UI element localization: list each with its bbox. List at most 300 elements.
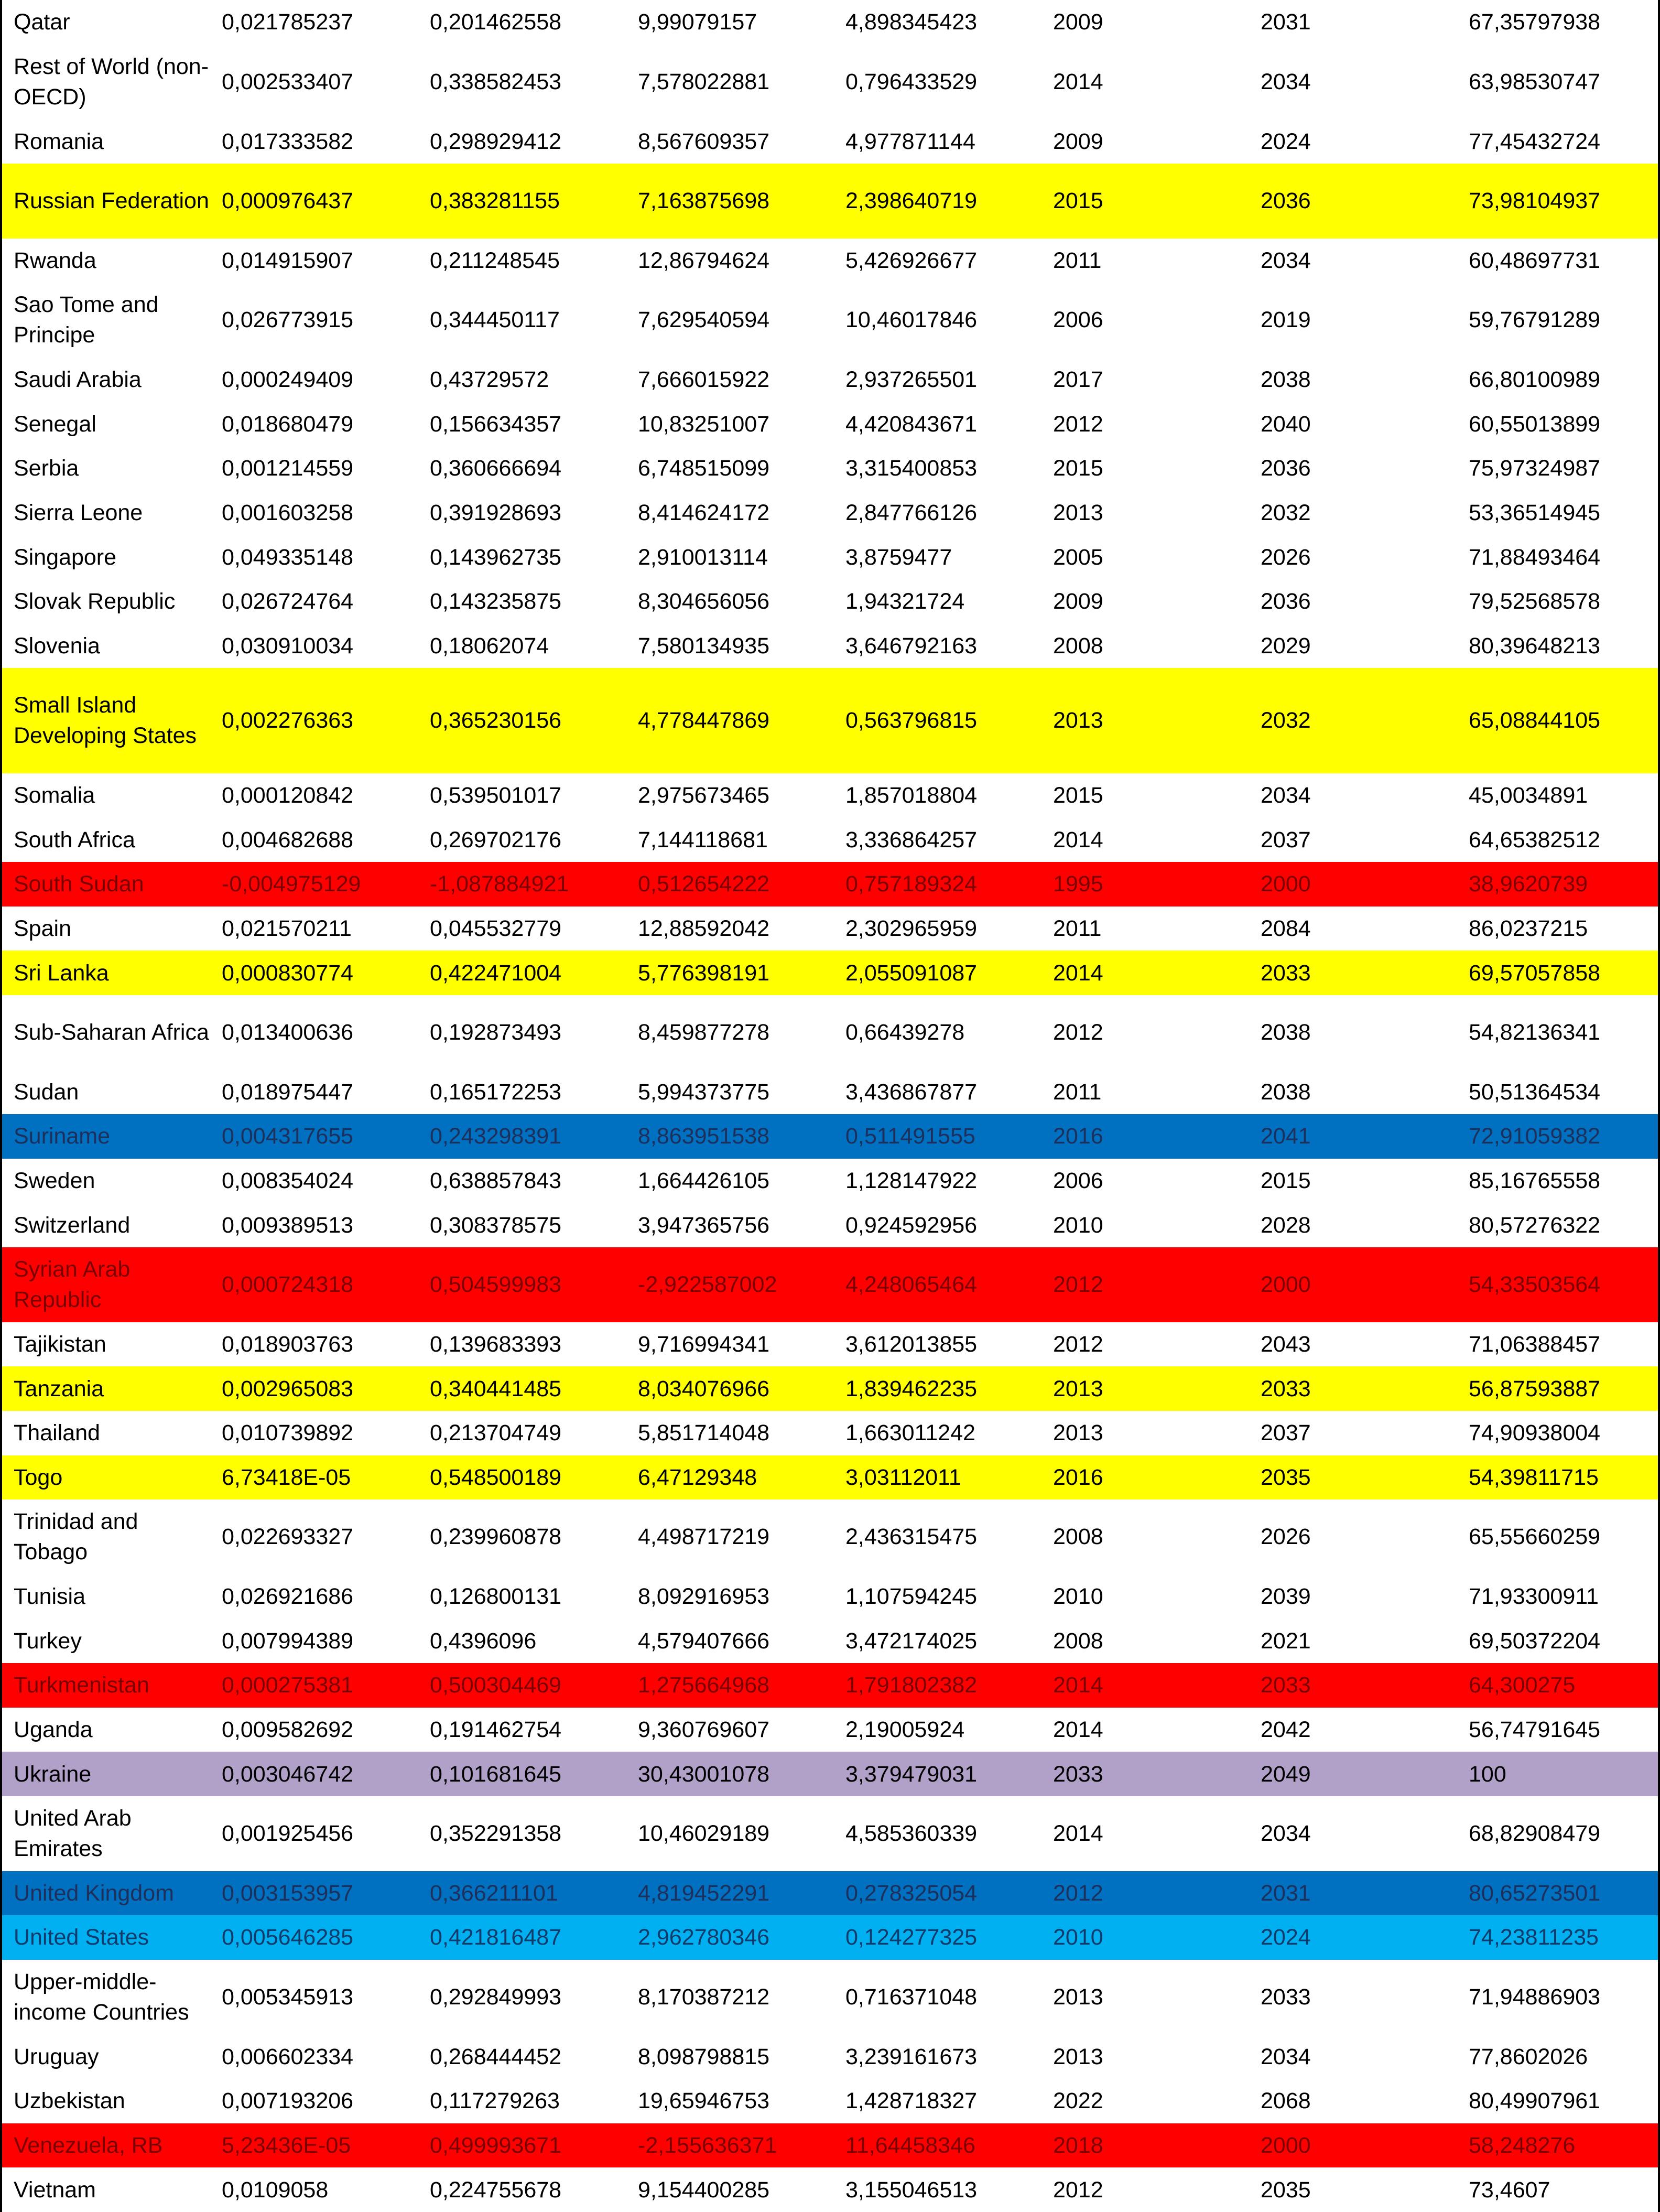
country-name-cell: Rest of World (non-OECD) bbox=[14, 53, 209, 110]
country-name-cell: Somalia bbox=[14, 783, 95, 808]
value-cell: 8,170387212 bbox=[638, 1984, 770, 2010]
value-cell: 2041 bbox=[1261, 1124, 1311, 1149]
table-row bbox=[2, 1663, 1658, 1708]
value-cell: 73,4607 bbox=[1469, 2177, 1550, 2203]
value-cell: 2011 bbox=[1053, 247, 1102, 273]
table-row bbox=[2, 535, 1658, 579]
value-cell: 2000 bbox=[1261, 2132, 1311, 2158]
value-cell: 2033 bbox=[1261, 1673, 1311, 1698]
value-cell: 2011 bbox=[1053, 915, 1102, 941]
table-row bbox=[2, 1070, 1658, 1115]
value-cell: 2033 bbox=[1261, 1984, 1311, 2010]
country-name-cell: Upper-middle-income Countries bbox=[14, 1969, 189, 2025]
value-cell: 3,472174025 bbox=[845, 1628, 978, 1654]
value-cell: 2013 bbox=[1053, 1376, 1103, 1401]
value-cell: 2032 bbox=[1261, 500, 1311, 525]
value-cell: 38,9620739 bbox=[1469, 871, 1588, 897]
country-name-cell: Rwanda bbox=[14, 247, 96, 273]
value-cell: 0,308378575 bbox=[430, 1212, 562, 1238]
table-row bbox=[2, 951, 1658, 995]
value-cell: 2034 bbox=[1261, 247, 1311, 273]
table-row bbox=[2, 1322, 1658, 1367]
value-cell: 0,352291358 bbox=[430, 1821, 562, 1847]
value-cell: 1,428718327 bbox=[845, 2088, 978, 2114]
country-name-cell: Uganda bbox=[14, 1717, 93, 1742]
value-cell: 2018 bbox=[1053, 2132, 1103, 2158]
value-cell: 7,163875698 bbox=[638, 188, 770, 214]
table-row bbox=[2, 1455, 1658, 1500]
value-cell: 2014 bbox=[1053, 1673, 1103, 1698]
value-cell: 0,045532779 bbox=[430, 915, 562, 941]
value-cell: 2034 bbox=[1261, 2044, 1311, 2069]
value-cell: -2,155636371 bbox=[638, 2132, 777, 2158]
value-cell: 56,87593887 bbox=[1469, 1376, 1601, 1401]
value-cell: 2031 bbox=[1261, 1880, 1311, 1906]
value-cell: 0,366211101 bbox=[430, 1880, 558, 1906]
value-cell: 0,243298391 bbox=[430, 1124, 562, 1149]
value-cell: 0,026921686 bbox=[222, 1584, 354, 1610]
value-cell: 12,88592042 bbox=[638, 915, 770, 941]
value-cell: 0,383281155 bbox=[430, 188, 560, 214]
value-cell: 0,548500189 bbox=[430, 1464, 562, 1490]
value-cell: 2012 bbox=[1053, 1880, 1103, 1906]
value-cell: 0,511491555 bbox=[845, 1124, 975, 1149]
value-cell: 2036 bbox=[1261, 188, 1311, 214]
value-cell: 0,757189324 bbox=[845, 871, 978, 897]
value-cell: 0,338582453 bbox=[430, 69, 562, 94]
country-name-cell: Sudan bbox=[14, 1079, 79, 1105]
value-cell: 0,143235875 bbox=[430, 589, 562, 614]
value-cell: 2,937265501 bbox=[845, 367, 978, 393]
value-cell: 0,421816487 bbox=[430, 1925, 562, 1950]
value-cell: 69,50372204 bbox=[1469, 1628, 1601, 1654]
value-cell: 2,962780346 bbox=[638, 1925, 770, 1950]
value-cell: 5,426926677 bbox=[845, 247, 978, 273]
value-cell: 2010 bbox=[1053, 1584, 1103, 1610]
value-cell: 0,213704749 bbox=[430, 1420, 562, 1446]
value-cell: 54,39811715 bbox=[1469, 1464, 1599, 1490]
value-cell: 7,144118681 bbox=[638, 827, 768, 853]
value-cell: 2043 bbox=[1261, 1331, 1311, 1357]
value-cell: 7,629540594 bbox=[638, 307, 770, 333]
table-row bbox=[2, 1915, 1658, 1960]
value-cell: -2,922587002 bbox=[638, 1272, 777, 1298]
value-cell: 0,512654222 bbox=[638, 871, 770, 897]
value-cell: 2019 bbox=[1261, 307, 1311, 333]
value-cell: 80,39648213 bbox=[1469, 633, 1601, 659]
value-cell: 2015 bbox=[1053, 783, 1103, 808]
value-cell: 10,46029189 bbox=[638, 1821, 770, 1847]
value-cell: 0,165172253 bbox=[430, 1079, 562, 1105]
value-cell: 0,000249409 bbox=[222, 367, 354, 393]
value-cell: 65,55660259 bbox=[1469, 1524, 1601, 1550]
value-cell: 0,340441485 bbox=[430, 1376, 562, 1401]
table-row bbox=[2, 773, 1658, 818]
value-cell: 0,003046742 bbox=[222, 1761, 354, 1787]
value-cell: 2000 bbox=[1261, 871, 1311, 897]
value-cell: 1,664426105 bbox=[638, 1168, 770, 1194]
table-row bbox=[2, 1752, 1658, 1796]
value-cell: 2010 bbox=[1053, 1925, 1103, 1950]
country-name-cell: Saudi Arabia bbox=[14, 367, 142, 393]
value-cell: 2031 bbox=[1261, 9, 1311, 35]
value-cell: 2009 bbox=[1053, 589, 1103, 614]
country-name-cell: United Kingdom bbox=[14, 1880, 174, 1906]
country-name-cell: Qatar bbox=[14, 9, 70, 35]
value-cell: 10,83251007 bbox=[638, 411, 770, 437]
value-cell: 2029 bbox=[1261, 633, 1311, 659]
value-cell: 0,500304469 bbox=[430, 1673, 562, 1698]
value-cell: 64,300275 bbox=[1469, 1673, 1576, 1698]
value-cell: 3,03112011 bbox=[845, 1464, 961, 1490]
value-cell: 0,18062074 bbox=[430, 633, 549, 659]
table-body bbox=[2, 0, 1658, 2212]
country-name-cell: Sao Tome and Principe bbox=[14, 292, 159, 348]
value-cell: 6,748515099 bbox=[638, 456, 770, 481]
country-name-cell: Vietnam bbox=[14, 2177, 96, 2203]
value-cell: -1,087884921 bbox=[430, 871, 569, 897]
value-cell: 0,049335148 bbox=[222, 544, 354, 570]
value-cell: 0,0109058 bbox=[222, 2177, 329, 2203]
value-cell: 2034 bbox=[1261, 783, 1311, 808]
value-cell: 2016 bbox=[1053, 1464, 1103, 1490]
value-cell: 4,498717219 bbox=[638, 1524, 770, 1550]
value-cell: 0,298929412 bbox=[430, 128, 562, 154]
value-cell: 2040 bbox=[1261, 411, 1311, 437]
value-cell: 0,422471004 bbox=[430, 960, 562, 986]
value-cell: 2034 bbox=[1261, 1821, 1311, 1847]
table-row bbox=[2, 283, 1658, 358]
country-name-cell: Syrian Arab Republic bbox=[14, 1257, 131, 1313]
value-cell: 8,459877278 bbox=[638, 1020, 770, 1045]
table-row bbox=[2, 1366, 1658, 1411]
value-cell: 0,010739892 bbox=[222, 1420, 354, 1446]
table-row bbox=[2, 1159, 1658, 1203]
value-cell: 0,391928693 bbox=[430, 500, 562, 525]
value-cell: 2008 bbox=[1053, 1628, 1103, 1654]
value-cell: 2026 bbox=[1261, 1524, 1311, 1550]
table-row bbox=[2, 1960, 1658, 2035]
value-cell: 2084 bbox=[1261, 915, 1311, 941]
value-cell: 2035 bbox=[1261, 2177, 1311, 2203]
value-cell: 0,000275381 bbox=[222, 1673, 354, 1698]
value-cell: 7,580134935 bbox=[638, 633, 770, 659]
value-cell: 7,578022881 bbox=[638, 69, 770, 94]
value-cell: 2034 bbox=[1261, 69, 1311, 94]
value-cell: 2,975673465 bbox=[638, 783, 770, 808]
table-row bbox=[2, 45, 1658, 120]
value-cell: 0,269702176 bbox=[430, 827, 562, 853]
value-cell: 8,414624172 bbox=[638, 500, 770, 525]
value-cell: 0,924592956 bbox=[845, 1212, 978, 1238]
value-cell: 60,48697731 bbox=[1469, 247, 1601, 273]
country-name-cell: Turkey bbox=[14, 1628, 82, 1654]
value-cell: 2068 bbox=[1261, 2088, 1311, 2114]
table-row bbox=[2, 2167, 1658, 2212]
country-name-cell: United Arab Emirates bbox=[14, 1806, 132, 1862]
value-cell: 0,007994389 bbox=[222, 1628, 354, 1654]
country-name-cell: Tajikistan bbox=[14, 1331, 106, 1357]
value-cell: 0,022693327 bbox=[222, 1524, 354, 1550]
table-row bbox=[2, 119, 1658, 164]
value-cell: 54,33503564 bbox=[1469, 1272, 1601, 1298]
value-cell: 2008 bbox=[1053, 633, 1103, 659]
value-cell: 4,898345423 bbox=[845, 9, 978, 35]
value-cell: 86,0237215 bbox=[1469, 915, 1588, 941]
value-cell: 0,001214559 bbox=[222, 456, 354, 481]
value-cell: 2014 bbox=[1053, 1717, 1103, 1742]
table-row bbox=[2, 817, 1658, 862]
value-cell: 6,47129348 bbox=[638, 1464, 757, 1490]
value-cell: 2013 bbox=[1053, 500, 1103, 525]
value-cell: 56,74791645 bbox=[1469, 1717, 1601, 1742]
country-name-cell: Turkmenistan bbox=[14, 1673, 149, 1698]
value-cell: 1,663011242 bbox=[845, 1420, 975, 1446]
country-name-cell: Small Island Developing States bbox=[14, 693, 197, 749]
value-cell: 3,239161673 bbox=[845, 2044, 978, 2069]
value-cell: 0,224755678 bbox=[430, 2177, 562, 2203]
value-cell: 0,268444452 bbox=[430, 2044, 562, 2069]
value-cell: 4,579407666 bbox=[638, 1628, 770, 1654]
value-cell: 71,93300911 bbox=[1469, 1584, 1599, 1610]
value-cell: 4,248065464 bbox=[845, 1272, 978, 1298]
value-cell: 0,278325054 bbox=[845, 1880, 978, 1906]
value-cell: 2037 bbox=[1261, 827, 1311, 853]
value-cell: 2013 bbox=[1053, 2044, 1103, 2069]
table-row bbox=[2, 164, 1658, 239]
value-cell: 0,292849993 bbox=[430, 1984, 562, 2010]
value-cell: 0,117279263 bbox=[430, 2088, 560, 2114]
value-cell: 59,76791289 bbox=[1469, 307, 1601, 333]
value-cell: 2038 bbox=[1261, 1020, 1311, 1045]
value-cell: 0,000724318 bbox=[222, 1272, 354, 1298]
value-cell: 0,66439278 bbox=[845, 1020, 965, 1045]
value-cell: 2035 bbox=[1261, 1464, 1311, 1490]
country-name-cell: Sri Lanka bbox=[14, 960, 109, 986]
value-cell: 7,666015922 bbox=[638, 367, 770, 393]
value-cell: 2032 bbox=[1261, 708, 1311, 733]
table-row bbox=[2, 2079, 1658, 2123]
value-cell: 2012 bbox=[1053, 1020, 1103, 1045]
table-row bbox=[2, 1574, 1658, 1619]
value-cell: 0,017333582 bbox=[222, 128, 354, 154]
value-cell: 0,006602334 bbox=[222, 2044, 354, 2069]
country-name-cell: Thailand bbox=[14, 1420, 100, 1446]
table-row bbox=[2, 995, 1658, 1070]
value-cell: 4,585360339 bbox=[845, 1821, 978, 1847]
value-cell: 65,08844105 bbox=[1469, 708, 1601, 733]
value-cell: 5,23436E-05 bbox=[222, 2132, 351, 2158]
country-name-cell: Slovak Republic bbox=[14, 589, 176, 614]
value-cell: 80,49907961 bbox=[1469, 2088, 1601, 2114]
country-name-cell: South Africa bbox=[14, 827, 135, 853]
value-cell: 1,791802382 bbox=[845, 1673, 978, 1698]
value-cell: 0,004682688 bbox=[222, 827, 354, 853]
value-cell: 1,128147922 bbox=[845, 1168, 978, 1194]
value-cell: 2013 bbox=[1053, 1420, 1103, 1446]
value-cell: 0,000976437 bbox=[222, 188, 354, 214]
country-name-cell: Serbia bbox=[14, 456, 79, 481]
value-cell: 2014 bbox=[1053, 1821, 1103, 1847]
value-cell: 2013 bbox=[1053, 1984, 1103, 2010]
value-cell: 0,009389513 bbox=[222, 1212, 354, 1238]
value-cell: 77,45432724 bbox=[1469, 128, 1601, 154]
table-row bbox=[2, 1203, 1658, 1247]
value-cell: 6,73418E-05 bbox=[222, 1464, 351, 1490]
value-cell: 100 bbox=[1469, 1761, 1506, 1787]
value-cell: 0,026773915 bbox=[222, 307, 354, 333]
value-cell: 2021 bbox=[1261, 1628, 1311, 1654]
country-name-cell: Suriname bbox=[14, 1124, 111, 1149]
value-cell: 0,360666694 bbox=[430, 456, 562, 481]
value-cell: 2036 bbox=[1261, 589, 1311, 614]
value-cell: 2012 bbox=[1053, 411, 1103, 437]
value-cell: 4,819452291 bbox=[638, 1880, 770, 1906]
value-cell: 2038 bbox=[1261, 1079, 1311, 1105]
value-cell: 2006 bbox=[1053, 1168, 1103, 1194]
value-cell: 2015 bbox=[1053, 188, 1103, 214]
value-cell: 71,94886903 bbox=[1469, 1984, 1601, 2010]
value-cell: 8,567609357 bbox=[638, 128, 770, 154]
value-cell: 2008 bbox=[1053, 1524, 1103, 1550]
value-cell: 79,52568578 bbox=[1469, 589, 1601, 614]
value-cell: 73,98104937 bbox=[1469, 188, 1601, 214]
table-row bbox=[2, 1247, 1658, 1322]
value-cell: 1,275664968 bbox=[638, 1673, 770, 1698]
value-cell: 3,336864257 bbox=[845, 827, 978, 853]
value-cell: 8,098798815 bbox=[638, 2044, 770, 2069]
value-cell: 19,65946753 bbox=[638, 2088, 770, 2114]
value-cell: 2033 bbox=[1261, 960, 1311, 986]
value-cell: 3,436867877 bbox=[845, 1079, 978, 1105]
value-cell: 1995 bbox=[1053, 871, 1103, 897]
value-cell: 2010 bbox=[1053, 1212, 1103, 1238]
value-cell: 0,563796815 bbox=[845, 708, 978, 733]
value-cell: 3,379479031 bbox=[845, 1761, 978, 1787]
value-cell: 58,248276 bbox=[1469, 2132, 1576, 2158]
value-cell: 2006 bbox=[1053, 307, 1103, 333]
value-cell: 0,101681645 bbox=[430, 1761, 562, 1787]
value-cell: 0,000120842 bbox=[222, 783, 354, 808]
value-cell: 0,021570211 bbox=[222, 915, 352, 941]
value-cell: 64,65382512 bbox=[1469, 827, 1601, 853]
value-cell: 2026 bbox=[1261, 544, 1311, 570]
table-row bbox=[2, 862, 1658, 907]
value-cell: 5,994373775 bbox=[638, 1079, 770, 1105]
country-name-cell: Russian Federation bbox=[14, 188, 209, 214]
country-name-cell: Sierra Leone bbox=[14, 500, 143, 525]
value-cell: 66,80100989 bbox=[1469, 367, 1601, 393]
value-cell: 3,155046513 bbox=[845, 2177, 978, 2203]
table-row bbox=[2, 1499, 1658, 1574]
value-cell: 2049 bbox=[1261, 1761, 1311, 1787]
country-name-cell: Spain bbox=[14, 915, 71, 941]
value-cell: 2015 bbox=[1053, 456, 1103, 481]
value-cell: 2012 bbox=[1053, 2177, 1103, 2203]
value-cell: 8,092916953 bbox=[638, 1584, 770, 1610]
value-cell: 8,304656056 bbox=[638, 589, 770, 614]
value-cell: 74,90938004 bbox=[1469, 1420, 1601, 1446]
value-cell: 2028 bbox=[1261, 1212, 1311, 1238]
value-cell: 9,99079157 bbox=[638, 9, 757, 35]
value-cell: 9,154400285 bbox=[638, 2177, 770, 2203]
value-cell: 0,013400636 bbox=[222, 1020, 354, 1045]
value-cell: 2042 bbox=[1261, 1717, 1311, 1742]
value-cell: 0,003153957 bbox=[222, 1880, 354, 1906]
country-name-cell: Switzerland bbox=[14, 1212, 131, 1238]
value-cell: 74,23811235 bbox=[1469, 1925, 1599, 1950]
country-name-cell: Venezuela, RB bbox=[14, 2132, 163, 2158]
value-cell: 0,156634357 bbox=[430, 411, 562, 437]
value-cell: 53,36514945 bbox=[1469, 500, 1601, 525]
value-cell: 2,398640719 bbox=[845, 188, 978, 214]
value-cell: 3,947365756 bbox=[638, 1212, 770, 1238]
country-name-cell: United States bbox=[14, 1925, 149, 1950]
value-cell: 4,977871144 bbox=[845, 128, 975, 154]
value-cell: 2009 bbox=[1053, 128, 1103, 154]
value-cell: 2011 bbox=[1053, 1079, 1102, 1105]
value-cell: 0,365230156 bbox=[430, 708, 562, 733]
value-cell: 0,126800131 bbox=[430, 1584, 562, 1610]
value-cell: 72,91059382 bbox=[1469, 1124, 1601, 1149]
value-cell: 2013 bbox=[1053, 708, 1103, 733]
table-row bbox=[2, 239, 1658, 283]
value-cell: 85,16765558 bbox=[1469, 1168, 1601, 1194]
value-cell: 4,420843671 bbox=[845, 411, 978, 437]
value-cell: 2014 bbox=[1053, 69, 1103, 94]
value-cell: 0,001925456 bbox=[222, 1821, 354, 1847]
country-name-cell: Ukraine bbox=[14, 1761, 92, 1787]
value-cell: 0,796433529 bbox=[845, 69, 978, 94]
value-cell: 2012 bbox=[1053, 1331, 1103, 1357]
value-cell: 0,002965083 bbox=[222, 1376, 354, 1401]
value-cell: 2017 bbox=[1053, 367, 1103, 393]
value-cell: 2014 bbox=[1053, 960, 1103, 986]
value-cell: 0,139683393 bbox=[430, 1331, 562, 1357]
value-cell: 2012 bbox=[1053, 1272, 1103, 1298]
table-row bbox=[2, 1871, 1658, 1916]
value-cell: 0,499993671 bbox=[430, 2132, 562, 2158]
value-cell: 2,436315475 bbox=[845, 1524, 978, 1550]
value-cell: 4,778447869 bbox=[638, 708, 770, 733]
value-cell: 0,504599983 bbox=[430, 1272, 562, 1298]
value-cell: 75,97324987 bbox=[1469, 456, 1601, 481]
value-cell: 0,026724764 bbox=[222, 589, 354, 614]
country-name-cell: Togo bbox=[14, 1464, 63, 1490]
value-cell: 0,239960878 bbox=[430, 1524, 562, 1550]
value-cell: 0,191462754 bbox=[430, 1717, 562, 1742]
value-cell: 12,86794624 bbox=[638, 247, 770, 273]
value-cell: 0,539501017 bbox=[430, 783, 562, 808]
country-name-cell: Senegal bbox=[14, 411, 96, 437]
table-row bbox=[2, 1796, 1658, 1871]
value-cell: 0,43729572 bbox=[430, 367, 549, 393]
value-cell: 0,143962735 bbox=[430, 544, 562, 570]
value-cell: 0,124277325 bbox=[845, 1925, 978, 1950]
country-name-cell: Singapore bbox=[14, 544, 117, 570]
value-cell: 45,0034891 bbox=[1469, 783, 1588, 808]
value-cell: 0,000830774 bbox=[222, 960, 354, 986]
country-name-cell: Uruguay bbox=[14, 2044, 99, 2069]
country-name-cell: Sweden bbox=[14, 1168, 95, 1194]
table-row bbox=[2, 491, 1658, 535]
value-cell: 71,88493464 bbox=[1469, 544, 1601, 570]
value-cell: 3,315400853 bbox=[845, 456, 978, 481]
value-cell: 3,612013855 bbox=[845, 1331, 978, 1357]
value-cell: 2009 bbox=[1053, 9, 1103, 35]
value-cell: 2036 bbox=[1261, 456, 1311, 481]
value-cell: 1,94321724 bbox=[845, 589, 965, 614]
